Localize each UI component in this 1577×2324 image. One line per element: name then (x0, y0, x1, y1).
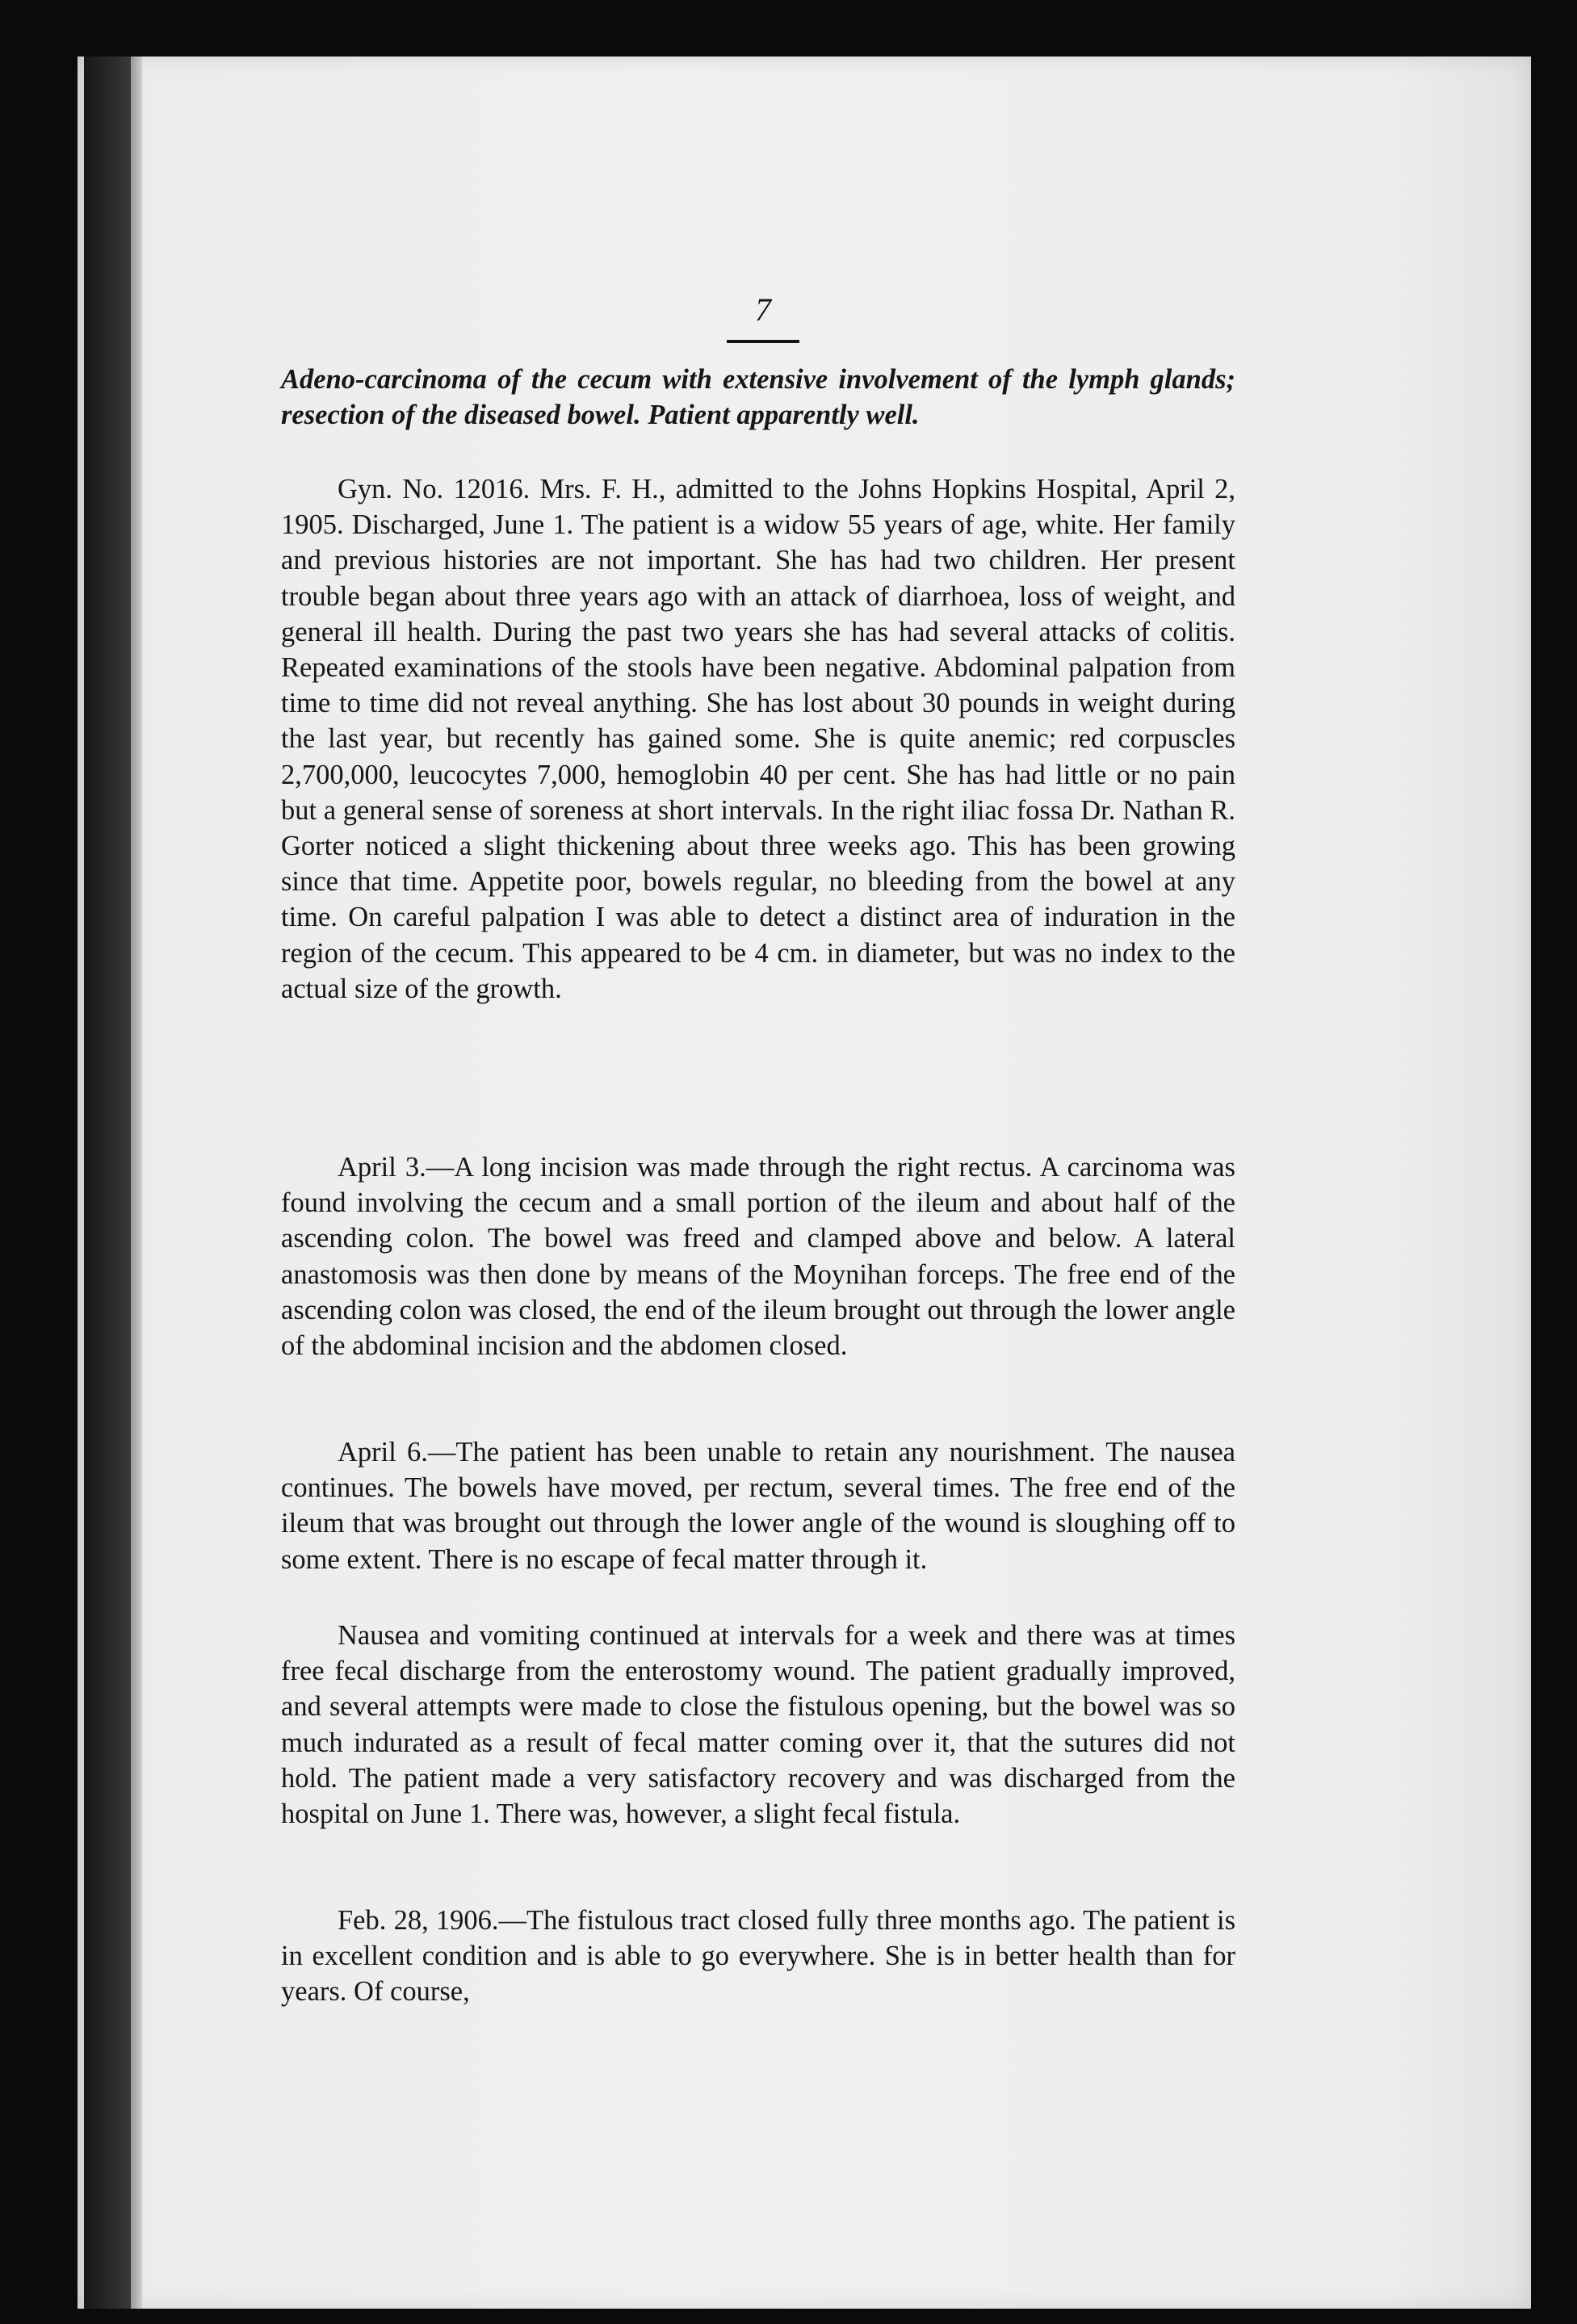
postoperative-paragraph: April 6.—The patient has been unable to retain any nourishment. The nausea continues. The bowels have moved, per rectum, several times. The free end of the ileum that was brought out through the lower angle of the wound is sloughing off to some extent. There is no escape of fecal matter through it. (281, 1437, 1235, 1575)
recovery-paragraph: Nausea and vomiting continued at intervals for a week and there was at times free fecal discharge from the enterostomy wound. The patient gradually improved, and several attempts were made to close the fistulous opening, but the bowel was so much indurated as a result of fecal matter coming over it, that the sutures did not hold. The patient made a very satisfactory recovery and was discharged from the hospital on June 1. There was, however, a slight fecal fistula. (281, 1620, 1235, 1830)
operation-paragraph: April 3.—A long incision was made through the right rectus. A carcinoma was found involving the cecum and a small portion of the ileum and about half of the ascending colon. The bowel was freed and clamped above and below. A lateral anastomosis was then done by means of the Moynihan forceps. The free end of the ascending colon was closed, the end of the ileum brought out through the lower angle of the abdominal incision and the abdomen closed. (281, 1152, 1235, 1362)
case-heading: Adeno-carcinoma of the cecum with extensive involvement of the lymph glands; resection of the diseased bowel. Patient apparently well. (281, 364, 1235, 430)
followup-paragraph: Feb. 28, 1906.—The fistulous tract closed fully three months ago. The patient is in excellent condition and is able to go everywhere. She is in better health than for years. Of course, (281, 1905, 1235, 2008)
case-history-paragraph: Gyn. No. 12016. Mrs. F. H., admitted to the Johns Hopkins Hospital, April 2, 1905. Discharged, June 1. The patient is a widow 55 years of age, white. Her family and previous histories are not important. She has had two children. Her present trouble began about three years ago with an attack of diarrhoea, loss of weight, and general ill health. During the past two years she has had several attacks of colitis. Repeated examinations of the stools have been negative. Abdominal palpation from time to time did not reveal anything. She has lost about 30 pounds in weight during the last year, but recently has gained some. She is quite anemic; red corpuscles 2,700,000, leucocytes 7,000, hemoglobin 40 per cent. She has had little or no pain but a general sense of soreness at short intervals. In the right iliac fossa Dr. Nathan R. Gorter noticed a slight thickening about three weeks ago. This has been growing since that time. Appetite poor, bowels regular, no bleeding from the bowel at any time. On careful palpation I was able to detect a distinct area of induration in the region of the cecum. This appeared to be 4 cm. in diameter, but was no index to the actual size of the growth. (281, 474, 1235, 1004)
page-number-underline (727, 340, 799, 343)
page-gutter-edge (131, 57, 142, 2309)
page-number: 7 (755, 291, 771, 328)
book-binding-shadow (84, 57, 131, 2309)
